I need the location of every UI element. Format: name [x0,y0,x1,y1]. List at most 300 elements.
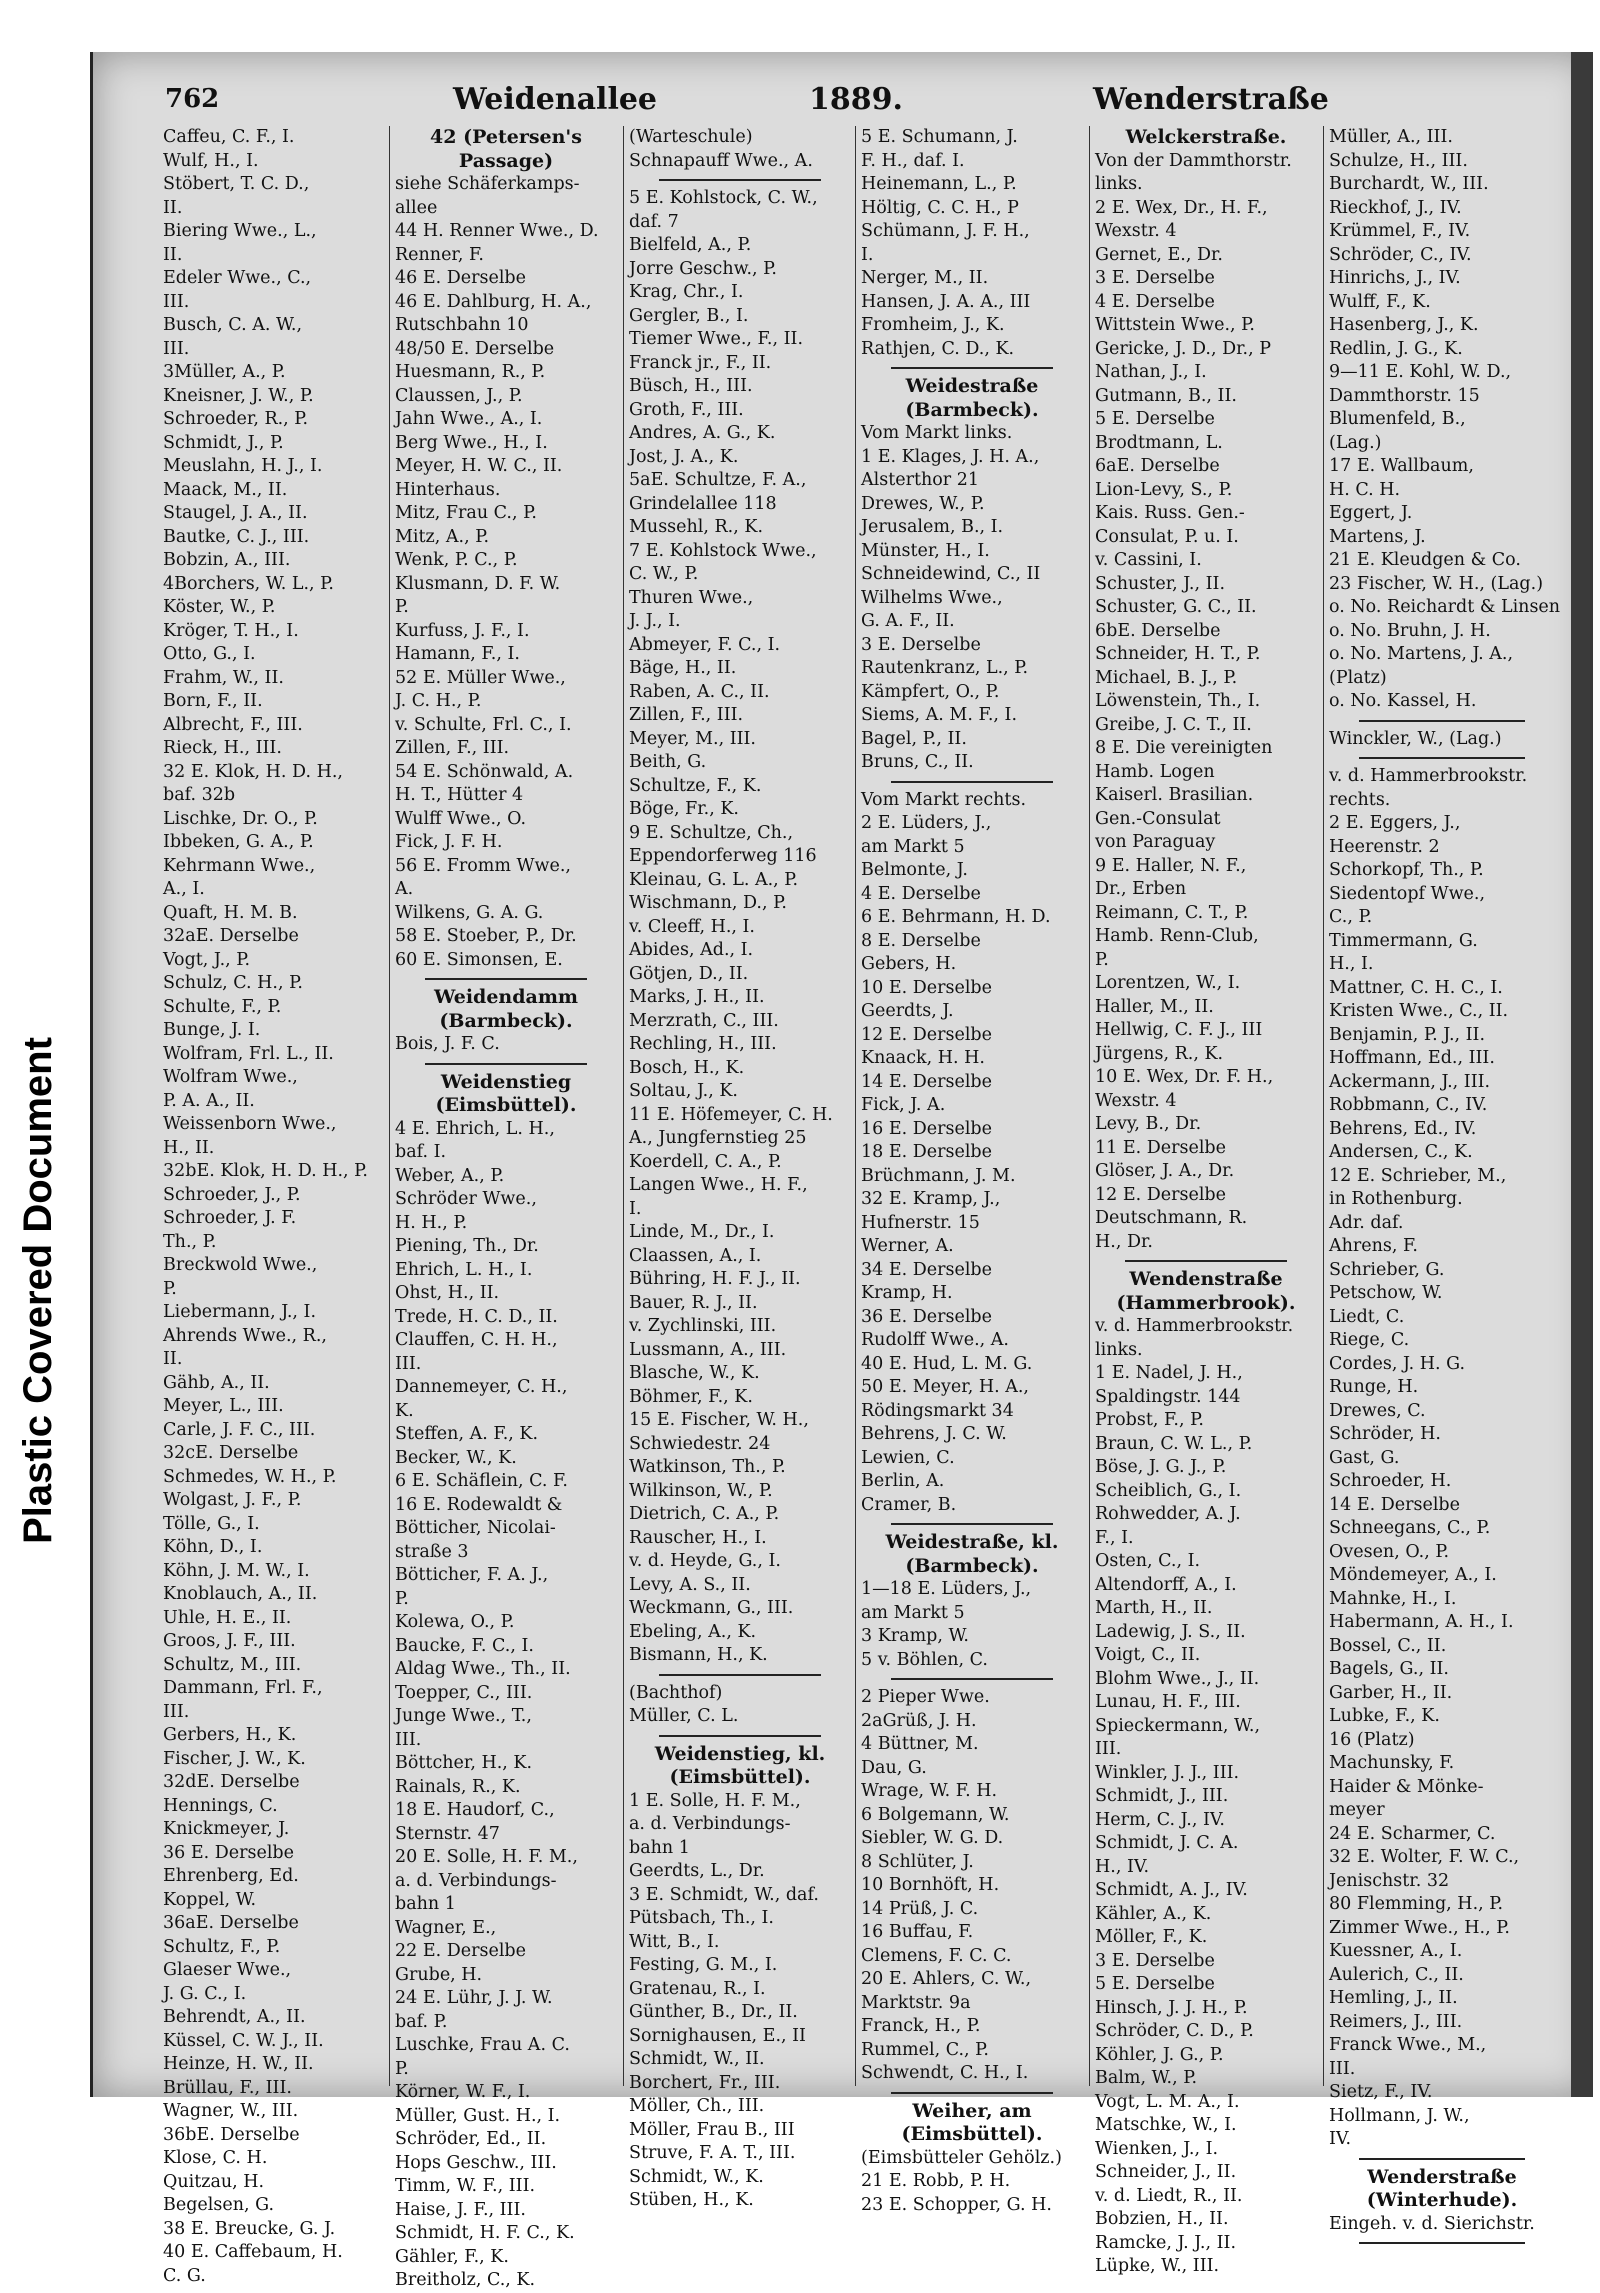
directory-entry: 14 Prüß, J. C. [861,1898,979,1919]
directory-entry: o. No. Reichardt & Linsen [1329,597,1561,617]
directory-entry: 38 E. Breucke, G. J. [163,2218,336,2239]
directory-entry: Köhn, D., I. [163,1537,263,1557]
directory-entry: Witt, B., I. [629,1931,720,1952]
directory-entry: Lorentzen, W., I. [1095,973,1241,993]
directory-entry: 8 E. Die vereinigten [1095,738,1273,758]
directory-entry: 24 E. Scharmer, C. [1329,1823,1496,1844]
directory-entry: Ahrens, F. [1329,1236,1418,1256]
directory-entry: Lewien, C. [861,1447,955,1468]
directory-entry: Weissenborn Wwe., [163,1114,337,1134]
directory-entry: Schroeder, J. F. [163,1208,297,1228]
directory-entry: Grube, H. [395,1964,483,1985]
directory-entry: 6 E. Behrmann, H. D. [861,907,1051,927]
directory-entry: P. [163,1278,177,1299]
directory-entry: Balm, W., P. [1095,2068,1198,2088]
directory-entry: Rathjen, C. D., K. [861,338,1015,359]
directory-entry: 36 E. Derselbe [861,1306,992,1327]
directory-entry: Schmidt, H. F. C., K. [395,2223,575,2243]
directory-entry: Reimers, J., III. [1329,2011,1463,2032]
directory-entry: 18 E. Haudorf, C., [395,1800,555,1820]
directory-entry: baf. I. [395,1142,447,1162]
directory-entry: Abides, Ad., I. [629,940,754,960]
directory-entry: 20 E. Solle, H. F. M., [395,1847,578,1867]
directory-entry: Rieck, H., III. [163,738,282,758]
directory-entry: 5aE. Schultze, F. A., [629,470,807,490]
directory-entry: Schneidewind, C., II [861,564,1041,584]
directory-entry: Uhle, H. E., II. [163,1607,292,1628]
directory-entry: Huesmann, R., P. [395,362,546,382]
directory-entry: Böhmer, F., K. [629,1386,753,1407]
directory-entry: Eggert, J. [1329,503,1413,523]
street-heading: (Hammerbrook). [1116,1291,1296,1314]
directory-entry: Knaack, H. H. [861,1048,985,1068]
page-number: 762 [165,84,220,114]
directory-entry: III. [163,338,190,359]
directory-entry: Brüchmann, J. M. [861,1165,1016,1186]
directory-entry: Krag, Chr., I. [629,282,744,302]
directory-entry: Kneisner, J. W., P. [163,385,314,406]
directory-entry: Tölle, G., I. [163,1513,260,1534]
directory-entry: G. A. F., II. [861,611,955,631]
directory-entry: Wexstr. 4 [1095,221,1177,241]
section-rule [891,1523,1053,1525]
directory-entry: J. G. C., I. [163,1983,247,2004]
directory-entry: Hamb. Logen [1095,761,1215,782]
directory-entry: Gutmann, B., II. [1095,385,1237,406]
street-heading: 42 (Petersen's [430,126,582,148]
directory-entry: 5 E. Derselbe [1095,409,1215,429]
directory-entry: Jerusalem, B., I. [861,517,1004,537]
directory-entry: 6 E. Schäflein, C. F. [395,1471,568,1491]
directory-entry: 18 E. Derselbe [861,1142,992,1162]
directory-entry: III. [163,1701,190,1722]
directory-entry: Gähb, A., II. [163,1372,270,1393]
directory-entry: am Markt 5 [861,836,965,857]
section-rule [659,1735,821,1737]
directory-entry: Hamb. Renn-Club, [1095,926,1259,946]
directory-entry: 5 v. Böhlen, C. [861,1649,988,1670]
directory-entry: Festing, G. M., I. [629,1955,778,1975]
directory-entry: 46 E. Dahlburg, H. A., [395,291,592,312]
directory-entry: Burchardt, W., III. [1329,174,1489,194]
directory-entry: K. [395,1400,414,1421]
directory-entry: Hinrichs, J., IV. [1329,268,1461,288]
directory-entry: Redlin, J. G., K. [1329,338,1463,359]
directory-entry: Junge Wwe., T., [395,1706,532,1726]
directory-entry: 12 E. Derselbe [861,1024,992,1045]
directory-entry: bahn 1 [629,1837,690,1858]
directory-entry: Berg Wwe., H., I. [395,432,548,453]
directory-entry: 6 Bolgemann, W. [861,1804,1010,1825]
directory-entry: Glöser, J. A., Dr. [1095,1161,1235,1181]
directory-entry: Sornighausen, E., II [629,2025,806,2046]
directory-entry: Wilkens, G. A. G. [395,902,544,923]
directory-entry: Steffen, A. F., K. [395,1424,539,1444]
directory-entry: Dietrich, C. A., P. [629,1504,780,1524]
directory-entry: Albrecht, F., III. [163,714,303,735]
directory-entry: Lischke, Dr. O., P. [163,808,318,829]
directory-entry: Wolfram, Frl. L., II. [163,1043,334,1064]
directory-entry: Renner, F. [395,244,484,265]
directory-entry: straße 3 [395,1541,469,1562]
directory-entry: Braun, C. W. L., P. [1095,1433,1253,1454]
section-rule [1359,720,1525,722]
directory-entry: Schmedes, W. H., P. [163,1466,337,1487]
directory-entry: Bunge, J. I. [163,1020,261,1040]
directory-entry: C. G. [163,2265,206,2286]
directory-entry: 3 E. Derselbe [1095,1950,1215,1971]
directory-entry: Fick, J. F. H. [395,832,503,852]
directory-entry: Rummel, C., P. [861,2039,989,2060]
directory-entry: Hellwig, C. F. J., III [1095,1020,1263,1040]
directory-entry: (Bachthof) [629,1682,723,1703]
directory-entry: 44 H. Renner Wwe., D. [395,221,599,241]
directory-entry: Böge, Fr., K. [629,799,739,819]
directory-entry: Wilkinson, W., P. [629,1480,773,1501]
directory-entry: Fischer, J. W., K. [163,1748,306,1769]
directory-entry: Schultze, F., K. [629,775,762,796]
directory-entry: Kramp, H. [861,1283,953,1303]
street-heading: Weidestraße, kl. [885,1531,1059,1553]
directory-entry: Dannemeyer, C. H., [395,1377,568,1397]
directory-entry: Ladewig, J. S., II. [1095,1621,1246,1642]
directory-entry: Robbmann, C., IV. [1329,1095,1488,1115]
directory-entry: Körner, W. F., I. [395,2082,531,2102]
directory-entry: Meyer, H. W. C., II. [395,456,563,476]
directory-entry: Wittstein Wwe., P. [1095,315,1255,335]
directory-entry: Haller, M., II. [1095,996,1214,1017]
directory-entry: 2 E. Lüders, J., [861,813,992,833]
directory-entry: 4 E. Derselbe [861,883,981,904]
directory-entry: Kähler, A., K. [1095,1903,1212,1924]
directory-entry: Cramer, B. [861,1494,957,1515]
directory-entry: Schorkopf, Th., P. [1329,860,1484,880]
directory-entry: 2 E. Wex, Dr., H. F., [1095,197,1268,218]
directory-entry: Hoffmann, Ed., III. [1329,1048,1495,1068]
directory-entry: Kuessner, A., I. [1329,1941,1463,1961]
directory-entry: Klose, C. H. [163,2148,268,2168]
directory-entry: Rechling, H., III. [629,1034,777,1054]
directory-entry: Probst, F., P. [1095,1410,1204,1430]
directory-entry: Vogt, J., P. [163,949,251,970]
directory-entry: Drewes, W., P. [861,493,985,514]
directory-entry: 9—11 E. Kohl, W. D., [1329,362,1512,382]
directory-entry: Behrendt, A., II. [163,2007,306,2027]
directory-entry: Meyer, M., III. [629,728,756,749]
street-heading: Passage) [458,149,554,172]
directory-entry: Becker, W., K. [395,1447,517,1468]
directory-entry: 24 E. Lühr, J. J. W. [395,1988,553,2008]
directory-entry: Koppel, W. [163,1889,257,1910]
directory-entry: Runge, H. [1329,1377,1419,1397]
directory-entry: 2 Pieper Wwe. [861,1687,990,1707]
directory-entry: Höltig, C. C. H., P [861,197,1019,218]
directory-entry: Bois, J. F. C. [395,1034,500,1054]
directory-entry: Köster, W., P. [163,597,276,617]
directory-entry: Meyer, L., III. [163,1396,284,1416]
directory-entry: C. W., P. [629,564,699,584]
directory-entry: Rautenkranz, L., P. [861,658,1029,678]
directory-entry: 32 E. Kramp, J., [861,1189,1001,1209]
street-heading: Weidestraße [905,375,1039,397]
directory-entry: Behrens, Ed., IV. [1329,1118,1477,1139]
directory-entry: Linde, M., Dr., I. [629,1222,775,1242]
directory-entry: Timmermann, G. [1329,930,1478,951]
directory-entry: 32dE. Derselbe [163,1772,300,1792]
directory-entry: Maack, M., II. [163,479,288,500]
directory-entry: Kehrmann Wwe., [163,855,316,876]
column-divider [1323,126,1324,2086]
directory-entry: Wrage, W. F. H. [861,1781,998,1801]
street-heading: (Barmbeck). [439,1009,573,1032]
directory-entry: Wischmann, D., P. [629,893,787,913]
directory-entry: 4Borchers, W. L., P. [163,573,334,594]
section-rule [891,781,1053,783]
directory-entry: Rauscher, H., I. [629,1527,767,1548]
directory-entry: Drewes, C. [1329,1400,1426,1421]
directory-entry: Hasenberg, J., K. [1329,315,1479,335]
directory-entry: Siebler, W. G. D. [861,1828,1004,1848]
directory-entry: Stöbert, T. C. D., [163,174,310,194]
directory-entry: Schröder, C. D., P. [1095,2021,1254,2041]
directory-entry: Bobzien, H., II. [1095,2209,1229,2229]
directory-entry: A. [395,879,414,899]
page-header [93,74,1593,134]
page-edge-shadow [1571,52,1593,2097]
directory-entry: Mahnke, H., I. [1329,1588,1457,1609]
directory-entry: 10 E. Wex, Dr. F. H., [1095,1067,1274,1087]
directory-entry: 15 E. Fischer, W. H., [629,1410,809,1430]
directory-entry: o. No. Bruhn, J. H. [1329,620,1491,641]
directory-entry: Cordes, J. H. G. [1329,1353,1466,1374]
column-divider [623,126,624,2086]
directory-entry: 52 E. Müller Wwe., [395,667,566,688]
directory-entry: 10 Bornhöft, H. [861,1875,1000,1895]
directory-entry: Rutschbahn 10 [395,315,529,335]
directory-entry: Jürgens, R., K. [1095,1043,1224,1064]
directory-entry: Schrieber, G. [1329,1259,1445,1280]
directory-entry: Rieckhof, J., IV. [1329,197,1462,218]
directory-entry: Gericke, J. D., Dr., P [1095,338,1271,359]
directory-entry: III. [1329,2058,1356,2079]
directory-entry: Deutschmann, R. [1095,1208,1248,1228]
directory-entry: 4 Büttner, M. [861,1734,979,1754]
column-divider [389,126,390,2086]
directory-entry: Schulz, C. H., P. [163,973,303,993]
directory-entry: Hemling, J., II. [1329,1988,1458,2008]
directory-entry: siehe Schäferkamps- [395,174,580,194]
directory-entry: Bruns, C., II. [861,752,974,772]
directory-entry: Aldag Wwe., Th., II. [395,1659,571,1679]
directory-entry: 32 E. Klok, H. D. H., [163,761,343,782]
directory-entry: Münster, H., I. [861,540,990,561]
directory-entry: Schulze, H., III. [1329,150,1468,171]
directory-entry: Schneider, J., II. [1095,2162,1237,2182]
directory-entry: Gähler, F., K. [395,2246,509,2267]
directory-entry: Brüllau, F., III. [163,2077,292,2098]
directory-entry: Mussehl, R., K. [629,517,764,537]
directory-entry: Köhler, J. G., P. [1095,2044,1224,2065]
directory-entry: Möller, Frau B., III [629,2119,795,2140]
directory-entry: Spieckermann, W., [1095,1715,1261,1736]
directory-entry: Franck jr., F., II. [629,352,772,373]
directory-entry: (Eimsbütteler Gehölz.) [861,2147,1062,2168]
directory-entry: o. No. Kassel, H. [1329,691,1477,711]
directory-entry: Otto, G., I. [163,644,256,664]
directory-entry: Kais. Russ. Gen.- [1095,503,1245,523]
street-heading: (Barmbeck). [905,1554,1039,1577]
directory-entry: Abmeyer, F. C., I. [629,634,781,655]
section-rule [425,1063,587,1065]
directory-entry: 1 E. Solle, H. F. M., [629,1790,801,1811]
plastic-covered-text: Plastic Covered Document [15,1036,60,1544]
directory-entry: Gergler, B., I. [629,305,749,326]
directory-entry: H., II. [163,1137,215,1158]
directory-entry: Kolewa, O., P. [395,1612,515,1632]
directory-entry: Bosch, H., K. [629,1057,745,1078]
directory-entry: 3 E. Derselbe [861,634,981,655]
directory-entry: Schroeder, R., P. [163,409,309,429]
directory-entry: F., I. [1095,1527,1134,1548]
directory-entry: Gast, G. [1329,1447,1400,1468]
directory-entry: Sternstr. 47 [395,1823,500,1844]
directory-entry: Born, F., II. [163,691,263,711]
directory-entry: Consulat, P. u. I. [1095,526,1239,547]
directory-entry: Böse, J. G. J., P. [1095,1457,1227,1477]
directory-entry: II. [163,1349,183,1369]
directory-entry: I. [629,1198,642,1219]
directory-entry: Gernet, E., Dr. [1095,244,1223,265]
directory-entry: Hollmann, J. W., [1329,2105,1470,2126]
directory-entry: Weber, A., P. [395,1165,505,1186]
street-heading: Wendenstraße [1129,1268,1283,1290]
directory-entry: Rainals, R., K. [395,1776,521,1797]
directory-entry: Franck Wwe., M., [1329,2035,1487,2055]
directory-entry: Hops Geschw., III. [395,2152,557,2173]
directory-entry: 6bE. Derselbe [1095,620,1221,641]
directory-entry: Schuster, G. C., II. [1095,597,1257,617]
directory-entry: meyer [1329,1800,1385,1820]
directory-entry: Behrens, J. C. W. [861,1424,1007,1444]
directory-entry: Köhn, J. M. W., I. [163,1560,310,1581]
directory-entry: F. H., daf. I. [861,150,965,171]
directory-entry: am Markt 5 [861,1602,965,1623]
directory-entry: Meuslahn, H. J., I. [163,456,323,476]
directory-entry: 58 E. Stoeber, P., Dr. [395,926,577,946]
street-heading: (Eimsbüttel). [901,2123,1043,2145]
directory-entry: Beith, G. [629,752,707,772]
directory-entry: H., I. [1329,954,1374,974]
directory-entry: Claussen, J., P. [395,385,523,406]
directory-entry: Bötticher, Nicolai- [395,1518,556,1538]
directory-entry: Fromheim, J., K. [861,315,1005,335]
directory-entry: Schmidt, J., P. [163,432,284,453]
directory-entry: Wolgast, J. F., P. [163,1490,302,1510]
directory-entry: 3Müller, A., P. [163,362,286,382]
directory-entry: Glaeser Wwe., [163,1960,292,1980]
directory-entry: Schümann, J. F. H., [861,221,1030,241]
directory-entry: J. C. H., P. [395,691,482,711]
directory-entry: Ibbeken, G. A., P. [163,832,314,852]
directory-entry: Thuren Wwe., [629,587,754,608]
directory-entry: 23 Fischer, W. H., (Lag.) [1329,573,1544,594]
directory-entry: Wagner, E., [395,1917,497,1938]
directory-entry: Ehrenberg, Ed. [163,1866,299,1886]
directory-entry: H., IV. [1095,1856,1150,1877]
directory-entry: 11 E. Höfemeyer, C. H. [629,1104,833,1125]
directory-entry: Lubke, F., K. [1329,1706,1440,1726]
plastic-covered-label [8,1030,68,1550]
directory-entry: Eingeh. v. d. Sierichstr. [1329,2213,1535,2234]
street-heading: Wenderstraße [1367,2165,1517,2188]
directory-entry: Bäge, H., II. [629,658,737,678]
directory-entry: Schneegans, C., P. [1329,1518,1491,1538]
directory-entry: 32bE. Klok, H. D. H., P. [163,1161,368,1181]
street-heading: Weidenstieg, kl. [654,1742,826,1765]
directory-entry: Vom Markt links. [861,423,1013,443]
directory-entry: Claassen, A., I. [629,1245,762,1266]
directory-entry: Tiemer Wwe., F., II. [629,329,804,349]
directory-entry: Dammthorstr. 15 [1329,385,1480,406]
directory-entry: Jenischstr. 32 [1329,1870,1450,1891]
directory-entry: Quaft, H. M. B. [163,902,298,923]
directory-entry: 1—18 E. Lüders, J., [861,1579,1032,1599]
directory-entry: 48/50 E. Derselbe [395,338,555,359]
directory-entry: Schulte, F., P. [163,996,282,1017]
directory-entry: Belmonte, J. [861,860,968,880]
directory-entry: Bielfeld, A., P. [629,235,752,255]
directory-entry: Bagel, P., II. [861,728,967,749]
directory-entry: Nathan, J., I. [1095,362,1207,382]
directory-entry: H. T., Hütter 4 [395,785,524,805]
directory-entry: Bobzin, A., III. [163,550,291,570]
directory-entry: Kaiserl. Brasilian. [1095,785,1254,805]
directory-entry: Gen.-Consulat [1095,808,1221,829]
column-divider [1089,126,1090,2086]
directory-entry: Knoblauch, A., II. [163,1584,318,1604]
directory-entry: Schwiedestr. 24 [629,1433,771,1454]
directory-entry: Begelsen, G. [163,2195,275,2215]
directory-entry: links. [1095,1339,1143,1360]
directory-entry: Grindelallee 118 [629,493,777,514]
directory-entry: 1 E. Nadel, J. H., [1095,1363,1243,1383]
directory-entry: Wagner, W., III. [163,2101,299,2121]
directory-entry: Marth, H., II. [1095,1598,1213,1618]
directory-entry: 8 Schlüter, J. [861,1851,974,1872]
street-heading: Weiher, am [912,2099,1032,2122]
section-rule [659,179,821,181]
directory-entry: Schröder, H. [1329,1424,1441,1444]
directory-entry: Carle, J. F. C., III. [163,1419,316,1440]
directory-entry: II. [163,244,183,265]
directory-entry: Möndemeyer, A., I. [1329,1565,1497,1585]
directory-entry: Martens, J. [1329,526,1426,547]
directory-entry: Möller, F., K. [1095,1927,1208,1947]
directory-entry: Greibe, J. C. T., II. [1095,714,1252,735]
street-heading: (Winterhude). [1366,2189,1518,2211]
directory-entry: P. [395,597,409,617]
directory-entry: v. d. Heyde, G., I. [629,1551,781,1571]
directory-entry: Kristen Wwe., C., II. [1329,1001,1509,1021]
directory-entry: Wulff, F., K. [1329,291,1431,312]
directory-entry: III. [163,291,190,312]
directory-entry: Clauffen, C. H. H., [395,1330,558,1350]
directory-entry: Winkler, J. J., III. [1095,1762,1240,1783]
directory-entry: Werner, A. [861,1236,954,1256]
directory-entry: v. Schulte, Frl. C., I. [395,714,572,735]
directory-entry: Jahn Wwe., A., I. [395,409,543,429]
directory-entry: 21 E. Robb, P. H. [861,2171,1011,2191]
